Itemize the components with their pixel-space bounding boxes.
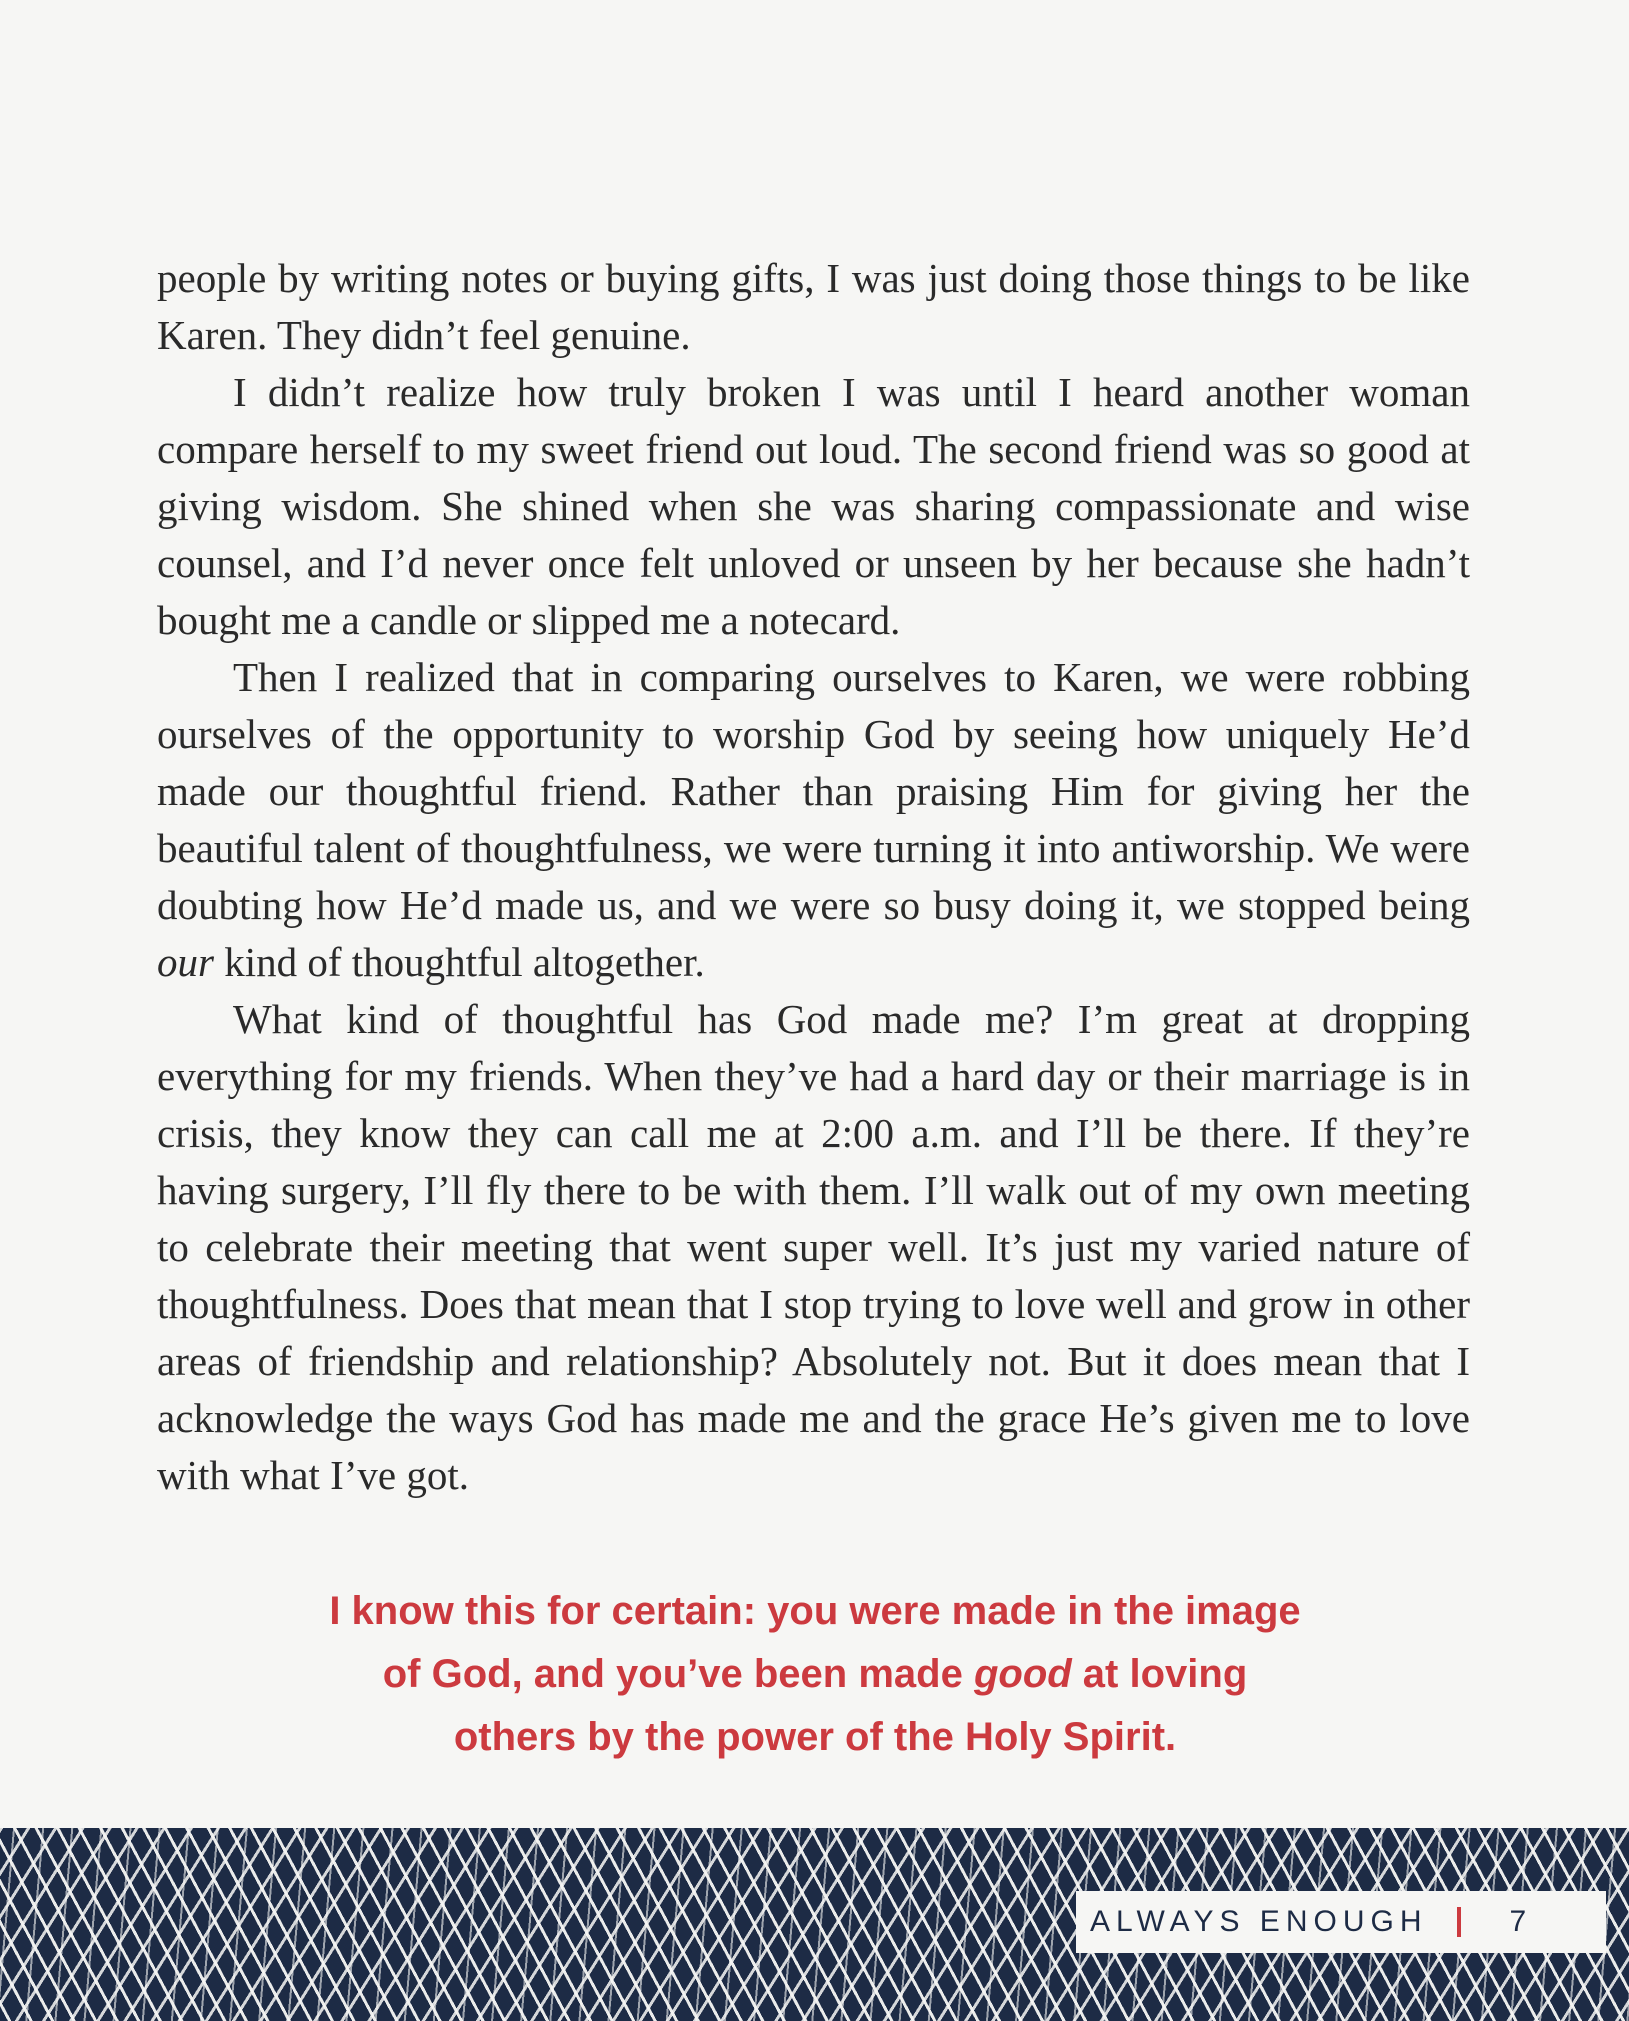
text-run: kind of thoughtful altogether. <box>213 939 705 985</box>
text-run: I didn’t realize how truly broken I was until I heard another woman compare herself to my sweet friend out loud. The second friend was so good at giving wisdom. She shined when she was sharing compassionate and wise counsel, and I’d never once felt unloved or unseen by her because she hadn’t bought me a candle or slipped me a notecard. <box>157 369 1470 643</box>
text-run: I know this for certain: you were made in the image of God, and you’ve been made <box>329 1589 1301 1696</box>
book-title: ALWAYS ENOUGH <box>1090 1905 1428 1938</box>
paragraph <box>157 649 1470 991</box>
paragraph <box>157 991 1470 1504</box>
body-text <box>157 250 1470 1504</box>
pull-quote <box>325 1580 1305 1769</box>
footer-separator <box>1457 1907 1461 1937</box>
running-footer <box>1076 1891 1606 1953</box>
emphasis-text: good <box>973 1652 1072 1696</box>
text-run: What kind of thoughtful has God made me? I’m great at dropping everything for my friends. When they’ve had a hard day or their marriage is in crisis, they know they can call me at 2:00 a.m. and I’ll be there. If they’re having surgery, I’ll fly there to be with them. I’ll walk out of my own meeting to celebrate their meeting that went super well. It’s just my varied nature of thoughtfulness. Does that mean that I stop trying to love well and grow in other areas of friendship and relationship? Absolutely not. But it does mean that I acknowledge the ways God has made me and the grace He’s given me to love with what I’ve got. <box>157 996 1470 1498</box>
emphasis-text: our <box>157 939 214 985</box>
page-number: 7 <box>1509 1905 1527 1938</box>
text-run: people by writing notes or buying gifts, I was just doing those things to be like Karen. They didn’t feel genuine. <box>157 255 1470 358</box>
text-run: at loving others by the power of the Holy Spirit. <box>453 1652 1248 1759</box>
text-run: Then I realized that in comparing ourselves to Karen, we were robbing ourselves of the opportunity to worship God by seeing how uniquely He’d made our thoughtful friend. Rather than praising Him for giving her the beautiful talent of thoughtfulness, we were turning it into antiworship. We were doubting how He’d made us, and we were so busy doing it, we stopped being <box>157 654 1470 928</box>
paragraph <box>157 250 1470 364</box>
paragraph <box>157 364 1470 649</box>
